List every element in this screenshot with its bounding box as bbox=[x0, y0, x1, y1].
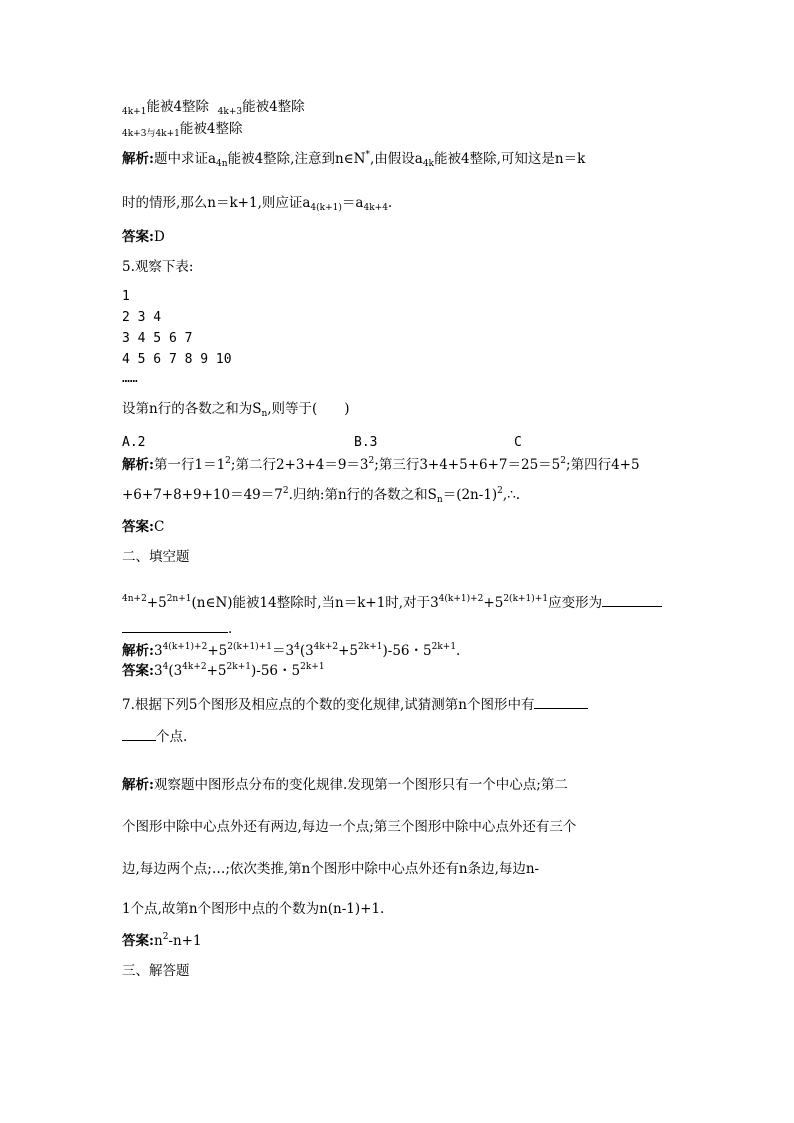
fragment-text: 能被4整除 bbox=[179, 121, 243, 137]
option-c: C bbox=[514, 435, 522, 450]
document-page bbox=[122, 0, 682, 1123]
question-7-line-2 bbox=[122, 726, 187, 746]
subscript: n bbox=[436, 495, 443, 505]
fragment-text: 能被4整除 bbox=[242, 99, 305, 115]
fragment-sub: 4k+3 bbox=[217, 107, 243, 117]
analysis-label: 解析: bbox=[122, 643, 154, 659]
superscript: 4(k+1)+2 bbox=[162, 642, 208, 652]
answer-text: )-56・5 bbox=[250, 663, 301, 679]
answer-1 bbox=[122, 228, 165, 246]
answer-2 bbox=[122, 518, 164, 536]
question-text: +5 bbox=[146, 595, 167, 611]
question-7-line-1 bbox=[122, 694, 588, 714]
analysis-text: 3 bbox=[153, 643, 163, 659]
analysis-text: +6+7+8+9+10＝49＝7 bbox=[122, 487, 283, 503]
answer-blank bbox=[534, 694, 588, 709]
analysis-text: )-56・5 bbox=[382, 643, 432, 659]
superscript: 2k+1 bbox=[431, 642, 457, 652]
subscript: 4(k+1) bbox=[310, 203, 342, 213]
answer-label: 答案: bbox=[122, 933, 154, 949]
analysis-text: +5 bbox=[207, 643, 228, 659]
analysis-4-line-3: 边,每边两个点;…;依次类推,第n个图形中除中心点外还有n条边,每边n- bbox=[122, 861, 540, 877]
option-a: A.2 bbox=[122, 435, 146, 450]
superscript: 2 bbox=[560, 456, 567, 466]
superscript: 2 bbox=[368, 456, 375, 466]
analysis-text: 题中求证a bbox=[153, 151, 217, 167]
question-6-line-1 bbox=[122, 592, 662, 614]
answer-label: 答案: bbox=[122, 519, 154, 535]
answer-3 bbox=[122, 662, 325, 682]
table-row: 3 4 5 6 7 bbox=[122, 331, 193, 346]
answer-text: +5 bbox=[206, 663, 227, 679]
superscript: 2n+1 bbox=[166, 594, 192, 604]
analysis-text: .归纳:第n行的各数之和S bbox=[288, 487, 437, 503]
superscript: 2(k+1)+1 bbox=[503, 594, 549, 604]
superscript: 4 bbox=[162, 662, 169, 672]
superscript: 2(k+1)+1 bbox=[227, 642, 272, 652]
analysis-1-line-1 bbox=[122, 150, 585, 170]
answer-blank bbox=[122, 618, 228, 633]
question-6-line-2 bbox=[122, 618, 232, 638]
question-text: ,则等于( ) bbox=[267, 401, 350, 417]
question-text: +5 bbox=[483, 595, 504, 611]
analysis-text: 观察题中图形点分布的变化规律.发现第一个图形只有一个中心点;第二 bbox=[153, 777, 568, 793]
analysis-3 bbox=[122, 642, 460, 662]
analysis-text: ;第三行3+4+5+6+7＝25＝5 bbox=[374, 457, 561, 473]
analysis-4-line-4: 1个点,故第n个图形中点的个数为n(n-1)+1. bbox=[122, 901, 385, 917]
table-row: 1 bbox=[122, 289, 130, 304]
fragment-line-2 bbox=[122, 120, 243, 140]
analysis-4-line-2: 个图形中除中心点外还有两边,每边一个点;第三个图形中除中心点外还有三个 bbox=[122, 819, 577, 835]
superscript: 4 bbox=[294, 642, 300, 652]
answer-label: 答案: bbox=[122, 229, 154, 245]
analysis-label: 解析: bbox=[122, 457, 154, 473]
analysis-text: ＝3 bbox=[271, 643, 295, 659]
analysis-text: ＝a bbox=[341, 195, 364, 211]
fragment-sub: 4k+1 bbox=[122, 107, 147, 117]
analysis-label: 解析: bbox=[122, 777, 154, 793]
subscript: n bbox=[261, 409, 268, 419]
answer-text: (3 bbox=[168, 663, 183, 679]
question-5-title: 5.观察下表: bbox=[122, 259, 194, 275]
analysis-text: . bbox=[456, 643, 461, 659]
superscript: * bbox=[365, 150, 370, 160]
analysis-text: 能被4整除,可知这是n＝k bbox=[434, 151, 586, 167]
superscript: 2k+1 bbox=[358, 642, 383, 652]
analysis-text: ,∴. bbox=[502, 487, 521, 503]
answer-blank bbox=[602, 592, 662, 607]
superscript: 4k+2 bbox=[313, 642, 339, 652]
answer-value: C bbox=[153, 519, 165, 535]
superscript: 2 bbox=[497, 486, 503, 496]
fragment-text: 能被4整除 bbox=[146, 99, 210, 115]
analysis-text: ＝(2n-1) bbox=[442, 487, 498, 503]
superscript: 2 bbox=[282, 486, 289, 496]
table-row: 2 3 4 bbox=[122, 310, 162, 325]
option-b: B.3 bbox=[354, 435, 378, 450]
superscript: 2 bbox=[162, 932, 169, 942]
superscript: 4k+2 bbox=[182, 662, 207, 672]
answer-text: -n+1 bbox=[168, 933, 202, 949]
analysis-text: (3 bbox=[299, 643, 314, 659]
analysis-text: 第一行1＝1 bbox=[153, 457, 226, 473]
answer-4 bbox=[122, 932, 202, 952]
section-title-solve: 三、解答题 bbox=[122, 963, 190, 979]
analysis-4-line-1 bbox=[122, 776, 568, 794]
superscript: 2k+1 bbox=[226, 662, 251, 672]
answer-value: D bbox=[153, 229, 165, 245]
subscript: 4n bbox=[216, 159, 228, 169]
superscript: 4(k+1)+2 bbox=[438, 594, 484, 604]
analysis-text: 能被4整除,注意到n∈N bbox=[227, 151, 366, 167]
analysis-1-line-2 bbox=[122, 194, 392, 214]
question-text: 7.根据下列5个图形及相应点的个数的变化规律,试猜测第n个图形中有 bbox=[122, 697, 535, 713]
question-text: . bbox=[228, 621, 233, 637]
subscript: 4k+4 bbox=[363, 203, 388, 213]
analysis-text: ;第二行2+3+4＝9＝3 bbox=[230, 457, 369, 473]
answer-text: n bbox=[153, 933, 163, 949]
fragment-sub: 4k+3与4k+1 bbox=[122, 129, 180, 139]
analysis-2-line-2 bbox=[122, 486, 520, 506]
analysis-text: . bbox=[387, 195, 393, 211]
answer-label: 答案: bbox=[122, 663, 154, 679]
analysis-label: 解析: bbox=[122, 151, 154, 167]
analysis-text: ,由假设a bbox=[369, 151, 423, 167]
analysis-2-line-1 bbox=[122, 456, 640, 476]
section-title-fill-in: 二、填空题 bbox=[122, 549, 190, 565]
analysis-text: ;第四行4+5 bbox=[566, 457, 640, 473]
analysis-text: 时的情形,那么n＝k+1,则应证a bbox=[122, 195, 311, 211]
question-text: 设第n行的各数之和为S bbox=[122, 401, 262, 417]
superscript: 2k+1 bbox=[300, 662, 325, 672]
answer-text: 3 bbox=[153, 663, 163, 679]
question-text: 应变形为 bbox=[548, 595, 603, 611]
table-row: 4 5 6 7 8 9 10 bbox=[122, 352, 232, 367]
analysis-text: +5 bbox=[338, 643, 359, 659]
subscript: 4k bbox=[422, 159, 434, 169]
table-row: …… bbox=[122, 371, 138, 386]
question-5-stem bbox=[122, 400, 350, 420]
question-text: 个点. bbox=[156, 729, 188, 745]
question-text: (n∈N)能被14整除时,当n＝k+1时,对于3 bbox=[191, 595, 439, 611]
superscript: 4n+2 bbox=[122, 594, 147, 604]
answer-blank bbox=[122, 726, 156, 741]
fragment-line-1 bbox=[122, 98, 305, 118]
superscript: 2 bbox=[225, 456, 231, 466]
